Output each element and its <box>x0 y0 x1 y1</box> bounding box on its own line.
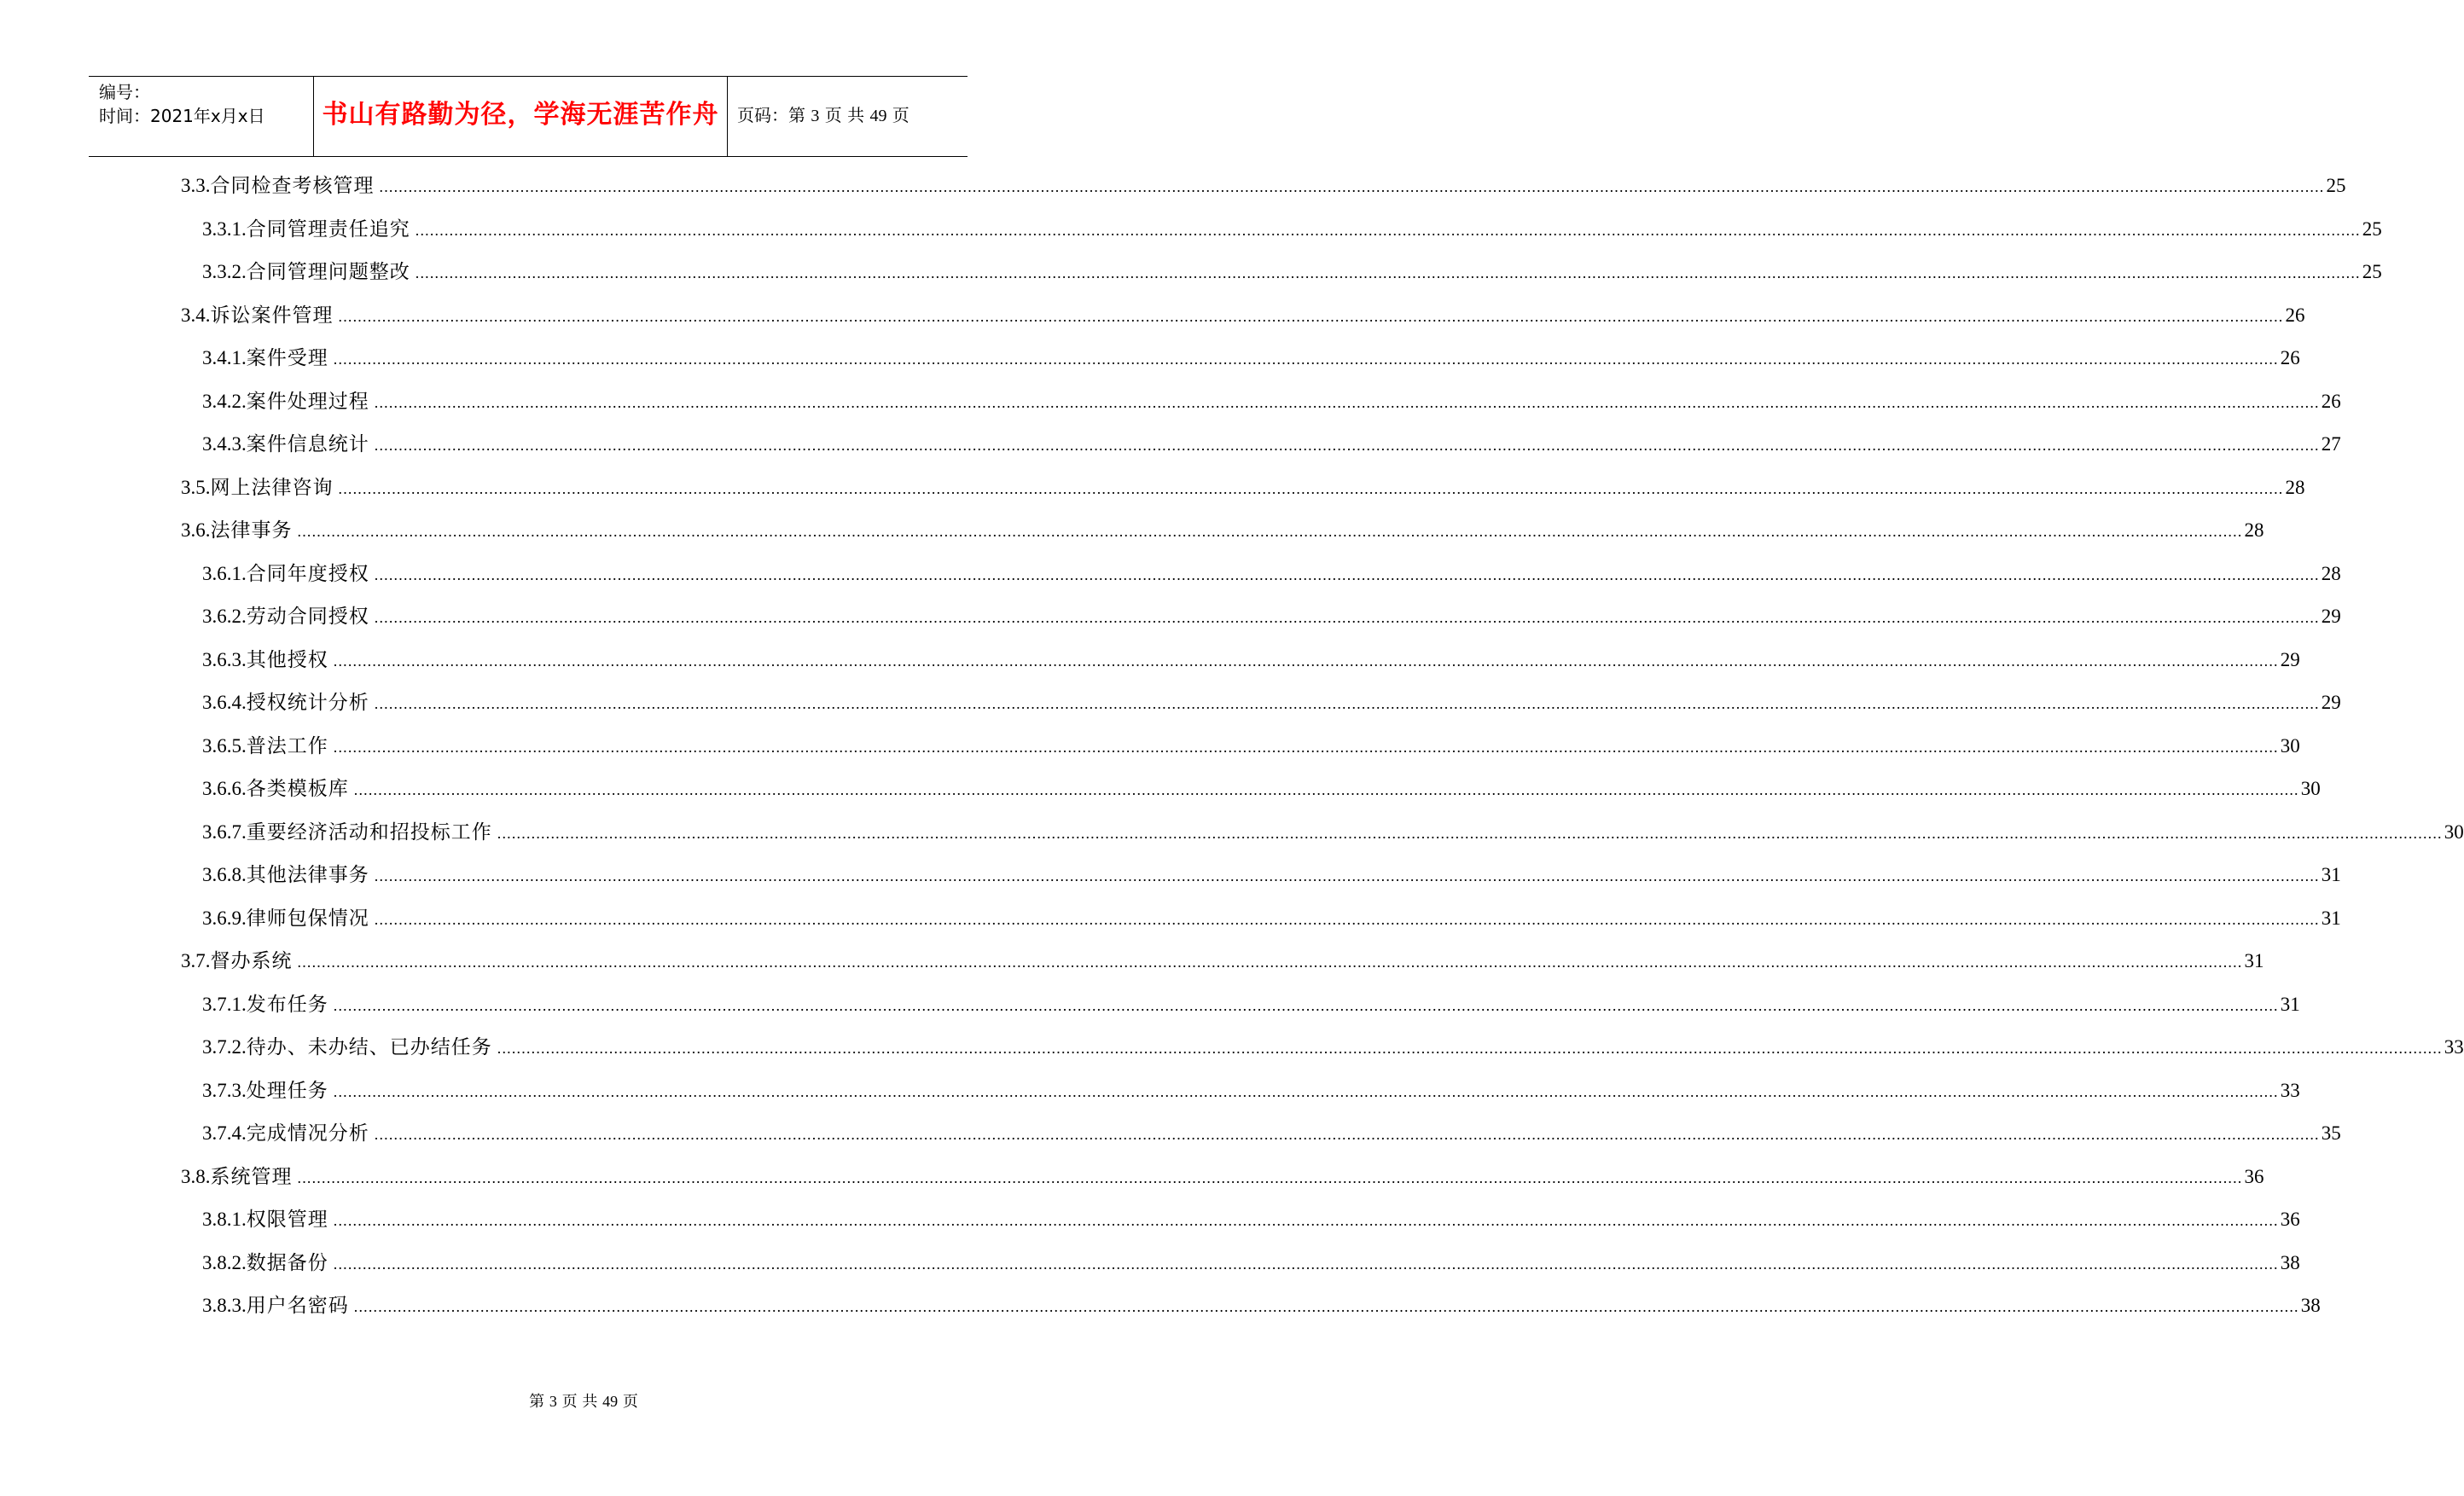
toc-entry[interactable] <box>202 902 2341 936</box>
toc-entry[interactable] <box>202 1116 2341 1151</box>
toc-entry-page: 30 <box>2444 820 2464 843</box>
page-total: 49 <box>869 107 887 125</box>
toc-entry-page: 28 <box>2321 562 2341 584</box>
toc-entry-title: 系统管理 <box>210 1165 293 1188</box>
toc-dot-leader: ................................................................................................................................................................................................................................................................................................................................................................................................................ <box>333 652 2279 670</box>
toc-entry-title: 案件处理过程 <box>246 390 369 413</box>
toc-entry-number: 3.3. <box>181 175 211 196</box>
toc-dot-leader: ................................................................................................................................................................................................................................................................................................................................................................................................................ <box>374 1126 2320 1143</box>
toc-entry-page: 31 <box>2321 907 2341 929</box>
toc-entry-number: 3.8.1. <box>202 1209 247 1230</box>
page-header <box>89 76 968 157</box>
toc-entry-page: 36 <box>2244 1165 2264 1187</box>
toc-entry-page: 33 <box>2280 1079 2300 1101</box>
toc-entry[interactable] <box>202 1203 2300 1237</box>
toc-entry-number: 3.7. <box>181 950 211 971</box>
toc-entry[interactable] <box>202 1246 2300 1280</box>
toc-entry-title: 督办系统 <box>210 950 293 972</box>
toc-dot-leader: ................................................................................................................................................................................................................................................................................................................................................................................................................ <box>379 178 2325 195</box>
toc-dot-leader: ................................................................................................................................................................................................................................................................................................................................................................................................................ <box>297 954 2243 971</box>
toc-entry-number: 3.6.4. <box>202 692 247 713</box>
page-prefix: 页码：第 <box>737 105 805 125</box>
toc-dot-leader: ................................................................................................................................................................................................................................................................................................................................................................................................................ <box>333 351 2279 368</box>
toc-dot-leader: ................................................................................................................................................................................................................................................................................................................................................................................................................ <box>374 609 2320 626</box>
footer-total: 49 <box>602 1393 619 1410</box>
toc-entry-number: 3.4.2. <box>202 390 247 412</box>
toc-entry-title: 案件信息统计 <box>246 433 369 455</box>
toc-dot-leader: ................................................................................................................................................................................................................................................................................................................................................................................................................ <box>374 393 2320 411</box>
toc-entry-title: 法律事务 <box>210 519 293 542</box>
toc-dot-leader: ................................................................................................................................................................................................................................................................................................................................................................................................................ <box>374 695 2320 712</box>
toc-entry-page: 25 <box>2362 217 2382 240</box>
page-mid: 页 共 <box>824 105 865 125</box>
toc-entry-number: 3.6.3. <box>202 648 247 670</box>
toc-entry-number: 3.3.1. <box>202 217 247 240</box>
toc-dot-leader: ................................................................................................................................................................................................................................................................................................................................................................................................................ <box>374 910 2320 928</box>
toc-entry-page: 31 <box>2280 993 2300 1015</box>
toc-entry-number: 3.6.9. <box>202 907 247 929</box>
toc-dot-leader: ................................................................................................................................................................................................................................................................................................................................................................................................................ <box>333 1082 2279 1100</box>
toc-entry[interactable] <box>202 815 2464 849</box>
toc-entry[interactable] <box>181 471 2305 505</box>
toc-entry[interactable] <box>202 686 2341 720</box>
toc-entry-page: 26 <box>2280 347 2300 368</box>
toc-entry-page: 28 <box>2244 519 2264 541</box>
toc-entry-title: 网上法律咨询 <box>210 476 334 499</box>
toc-entry-page: 38 <box>2300 1295 2321 1316</box>
toc-entry-number: 3.4.1. <box>202 347 247 368</box>
toc-dot-leader: ................................................................................................................................................................................................................................................................................................................................................................................................................ <box>374 437 2320 454</box>
toc-dot-leader: ................................................................................................................................................................................................................................................................................................................................................................................................................ <box>374 565 2320 583</box>
footer-current: 3 <box>549 1393 557 1410</box>
toc-dot-leader: ................................................................................................................................................................................................................................................................................................................................................................................................................ <box>333 1212 2279 1229</box>
toc-entry[interactable] <box>202 772 2321 806</box>
toc-entry-page: 29 <box>2321 692 2341 713</box>
toc-entry-page: 30 <box>2280 734 2300 757</box>
toc-dot-leader: ................................................................................................................................................................................................................................................................................................................................................................................................................ <box>353 781 2299 798</box>
toc-entry-title: 诉讼案件管理 <box>210 304 334 327</box>
toc-entry-number: 3.7.4. <box>202 1122 247 1144</box>
header-divider <box>727 77 728 156</box>
header-page-info <box>737 102 909 129</box>
toc-entry-number: 3.6.5. <box>202 734 247 757</box>
toc-entry[interactable] <box>181 169 2346 203</box>
toc-entry[interactable] <box>202 212 2382 246</box>
serial-label: 编号： <box>99 82 150 102</box>
toc-entry-title: 各类模板库 <box>246 778 349 800</box>
toc-entry-number: 3.6.8. <box>202 864 247 885</box>
toc-entry[interactable] <box>202 427 2341 461</box>
toc-entry-number: 3.7.2. <box>202 1036 247 1058</box>
toc-entry[interactable] <box>202 1074 2300 1108</box>
toc-entry-title: 权限管理 <box>246 1209 328 1231</box>
page-suffix: 页 <box>892 105 909 125</box>
toc-dot-leader: ................................................................................................................................................................................................................................................................................................................................................................................................................ <box>338 479 2284 497</box>
toc-entry[interactable] <box>181 1160 2264 1194</box>
toc-entry-number: 3.7.1. <box>202 993 247 1015</box>
toc-entry-number: 3.4. <box>181 304 211 326</box>
toc-entry-title: 合同检查考核管理 <box>210 175 375 197</box>
toc-entry-page: 33 <box>2444 1036 2464 1058</box>
toc-entry-title: 合同管理责任追究 <box>246 217 410 241</box>
toc-entry-page: 30 <box>2300 778 2321 799</box>
toc-entry-number: 3.6.6. <box>202 778 247 799</box>
toc-entry[interactable] <box>202 385 2341 419</box>
toc-entry-title: 完成情况分析 <box>246 1122 369 1145</box>
toc-entry[interactable] <box>202 600 2341 634</box>
toc-entry-number: 3.3.2. <box>202 261 247 282</box>
toc-entry[interactable] <box>202 557 2341 591</box>
toc-entry-page: 31 <box>2321 864 2341 885</box>
toc-entry-page: 26 <box>2285 304 2305 326</box>
toc-dot-leader: ................................................................................................................................................................................................................................................................................................................................................................................................................ <box>415 264 2361 281</box>
toc-entry-title: 授权统计分析 <box>246 692 369 714</box>
toc-entry-title: 其他法律事务 <box>246 864 369 886</box>
toc-entry-title: 重要经济活动和招投标工作 <box>246 820 492 844</box>
toc-entry[interactable] <box>202 255 2382 289</box>
toc-entry-number: 3.6.1. <box>202 562 247 584</box>
toc-entry-title: 案件受理 <box>246 347 328 369</box>
toc-dot-leader: ................................................................................................................................................................................................................................................................................................................................................................................................................ <box>333 1255 2279 1273</box>
toc-entry[interactable] <box>202 643 2300 677</box>
toc-entry-title: 其他授权 <box>246 648 328 671</box>
toc-entry-title: 数据备份 <box>246 1251 328 1274</box>
time-label: 时间：2021年x月x日 <box>99 106 265 126</box>
toc-dot-leader: ................................................................................................................................................................................................................................................................................................................................................................................................................ <box>333 996 2279 1014</box>
toc-entry-page: 25 <box>2362 261 2382 282</box>
footer-suffix: 页 <box>622 1393 638 1411</box>
footer-prefix: 第 <box>529 1393 545 1411</box>
toc-entry-page: 31 <box>2244 950 2264 971</box>
toc-entry[interactable] <box>202 988 2300 1022</box>
toc-entry-number: 3.8.2. <box>202 1251 247 1273</box>
toc-entry-number: 3.6.7. <box>202 820 247 843</box>
page-current: 3 <box>811 107 820 125</box>
toc-entry-title: 律师包保情况 <box>246 907 369 930</box>
toc-dot-leader: ................................................................................................................................................................................................................................................................................................................................................................................................................ <box>497 1040 2443 1057</box>
toc-dot-leader: ................................................................................................................................................................................................................................................................................................................................................................................................................ <box>353 1298 2299 1315</box>
toc-entry-title: 劳动合同授权 <box>246 606 369 628</box>
toc-dot-leader: ................................................................................................................................................................................................................................................................................................................................................................................................................ <box>338 307 2284 325</box>
toc-entry[interactable] <box>181 513 2264 548</box>
toc-entry-page: 26 <box>2321 390 2341 412</box>
toc-entry-title: 处理任务 <box>246 1079 328 1102</box>
toc-entry-page: 38 <box>2280 1251 2300 1273</box>
toc-entry-title: 发布任务 <box>246 993 328 1016</box>
header-meta <box>99 80 265 128</box>
toc-entry-number: 3.8. <box>181 1165 211 1187</box>
toc-entry[interactable] <box>202 729 2300 763</box>
toc-entry-page: 35 <box>2321 1122 2341 1144</box>
toc-entry-number: 3.6.2. <box>202 606 247 627</box>
toc-entry[interactable] <box>202 858 2341 892</box>
toc-entry-number: 3.8.3. <box>202 1295 247 1316</box>
toc-entry-title: 普法工作 <box>246 734 328 757</box>
toc-entry[interactable] <box>181 299 2305 333</box>
header-motto: 书山有路勤为径，学海无涯苦作舟 <box>322 100 719 130</box>
toc-entry-number: 3.4.3. <box>202 433 247 455</box>
toc-entry-page: 28 <box>2285 476 2305 498</box>
toc-entry[interactable] <box>202 341 2300 375</box>
toc-entry-title: 合同管理问题整改 <box>246 261 410 283</box>
toc-entry-number: 3.7.3. <box>202 1079 247 1101</box>
toc-entry-page: 25 <box>2326 175 2346 196</box>
toc-entry[interactable] <box>181 944 2264 978</box>
toc-entry-page: 27 <box>2321 433 2341 455</box>
toc-entry-page: 29 <box>2321 606 2341 627</box>
page-footer <box>0 1390 1059 1413</box>
toc-entry-page: 36 <box>2280 1209 2300 1230</box>
toc-dot-leader: ................................................................................................................................................................................................................................................................................................................................................................................................................ <box>497 824 2443 842</box>
footer-mid: 页 共 <box>561 1393 598 1411</box>
toc-dot-leader: ................................................................................................................................................................................................................................................................................................................................................................................................................ <box>333 738 2279 756</box>
toc-entry-title: 待办、未办结、已办结任务 <box>246 1036 492 1058</box>
toc-entry-number: 3.5. <box>181 476 211 498</box>
toc-entry[interactable] <box>202 1030 2464 1064</box>
toc-entry-title: 用户名密码 <box>246 1295 349 1317</box>
toc-dot-leader: ................................................................................................................................................................................................................................................................................................................................................................................................................ <box>297 523 2243 540</box>
toc-dot-leader: ................................................................................................................................................................................................................................................................................................................................................................................................................ <box>374 867 2320 884</box>
toc-entry-number: 3.6. <box>181 519 211 541</box>
toc-entry-title: 合同年度授权 <box>246 562 369 585</box>
toc-dot-leader: ................................................................................................................................................................................................................................................................................................................................................................................................................ <box>297 1168 2243 1186</box>
toc-dot-leader: ................................................................................................................................................................................................................................................................................................................................................................................................................ <box>415 221 2361 239</box>
toc-entry-page: 29 <box>2280 648 2300 670</box>
toc-entry[interactable] <box>202 1289 2321 1323</box>
